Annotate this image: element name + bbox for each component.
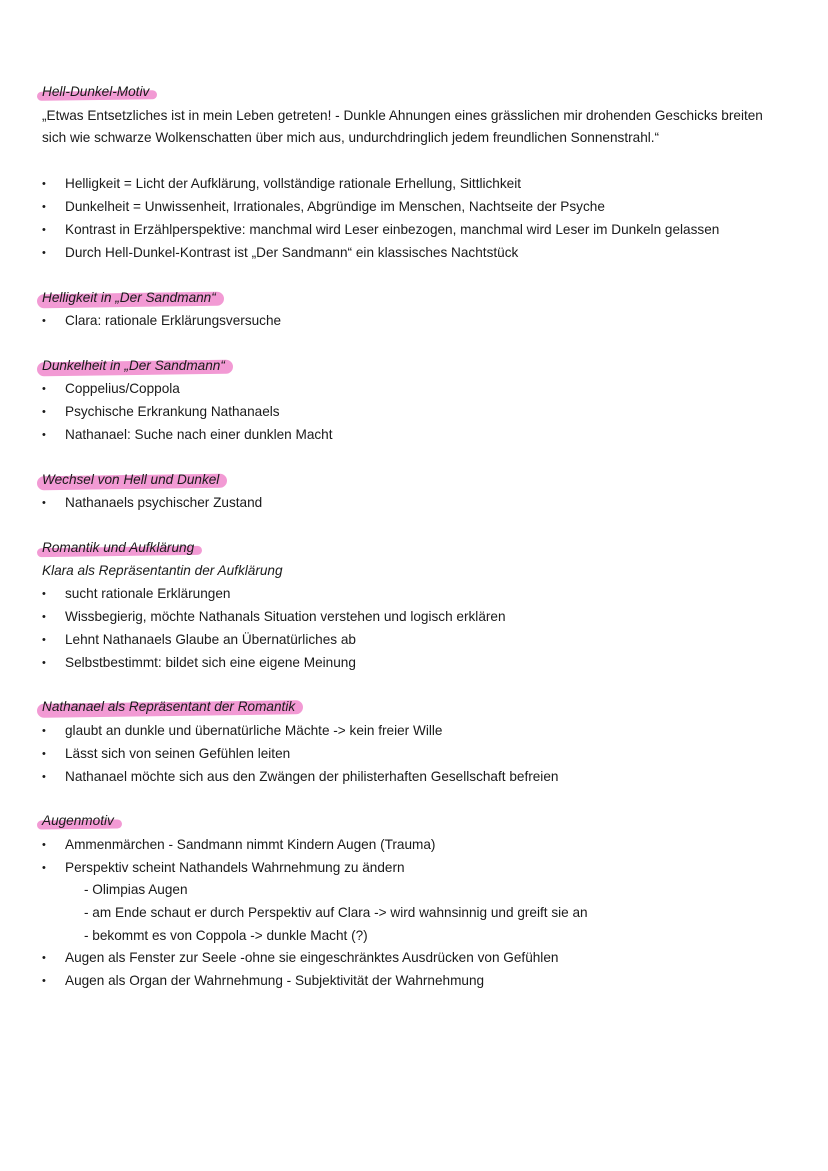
quote-line: „Etwas Entsetzliches ist in mein Leben getreten! - Dunkle Ahnungen eines grässlichen mir drohenden Geschicks breiten bbox=[42, 108, 763, 123]
document-page: Hell-Dunkel-Motiv „Etwas Entsetzliches ist in mein Leben getreten! - Dunkle Ahnungen eines grässlichen mir drohenden Geschicks breiten sich wie schwarze Wolkenschatten über mich aus, undurchdringlich jedem freundlichen Sonnenstrahl.“ • Helligkeit = Licht der Aufklärung, vollständige rationale Erhellung, Sittlichkeit • Dunkelheit = Unwissenheit, Irrationales, Abgründige im Menschen, Nachtseite der Psyche • Kontrast in Erzählperspektive: manchmal wird Leser einbezogen, manchmal wird Leser im Dunkeln gelassen • Durch Hell-Dunkel-Kontrast ist „Der Sandmann“ ein klassisches Nachtstück Helligkeit in „Der Sandmann“ • Clara: rationale Erklärungsversuche Dunkelheit in „Der Sandmann“ • Coppelius/Coppola • Psychische Erkrankung Nathanaels • Nathanael: Suche nach einer dunklen Macht Wechsel von Hell und Dunkel • Nathanaels psychischer Zustand Romantik und Aufklärung Klara als Repräsentantin der Aufklärung • sucht rationale Erklärungen • Wissbegierig, möchte Nathanals Situation verstehen und logisch erklären • Lehnt Nathanaels Glaube an Übernatürliches ab • Selbstbestimmt: bildet sich eine eigene Meinung Nathanael als Repräsentant der Romantik • glaubt an dunkle und übernatürliche Mächte -> kein freier Wille • Lässt sich von seinen Gefühlen leiten • Nathanael möchte sich aus den Zwängen der philisterhaften Gesellschaft befreien Augenmotiv • Ammenmärchen - Sandmann nimmt Kindern Augen (Trauma) • Perspektiv scheint Nathandels Wahrnehmung zu ändern - Olimpias Augen - am Ende schaut er durch Perspektiv auf Clara -> wird wahnsinnig und greift sie an - bekommt es von Coppola -> dunkle Macht (?) • Augen als Fenster zur Seele -ohne sie eingeschränktes Ausdrücken von Gefühlen • Augen als Organ der Wahrnehmung - Subjektivität der Wahrnehmung bbox=[0, 0, 828, 1171]
heading-nathanael-romantik: Nathanael als Repräsentant der Romantik bbox=[42, 697, 295, 717]
sub-list-item: - Olimpias Augen bbox=[84, 882, 188, 897]
heading-romantik-aufklaerung: Romantik und Aufklärung bbox=[42, 538, 194, 558]
sub-list-item: - am Ende schaut er durch Perspektiv auf Clara -> wird wahnsinnig und greift sie an bbox=[84, 905, 588, 920]
heading-dunkelheit: Dunkelheit in „Der Sandmann“ bbox=[42, 356, 225, 376]
heading-wechsel: Wechsel von Hell und Dunkel bbox=[42, 470, 219, 490]
subheading-klara: Klara als Repräsentantin der Aufklärung bbox=[42, 563, 283, 578]
heading-hell-dunkel-motiv: Hell-Dunkel-Motiv bbox=[42, 82, 149, 102]
sub-list-item: - bekommt es von Coppola -> dunkle Macht (?) bbox=[84, 928, 368, 943]
heading-helligkeit: Helligkeit in „Der Sandmann“ bbox=[42, 288, 216, 308]
heading-augenmotiv: Augenmotiv bbox=[42, 811, 114, 831]
quote-line: sich wie schwarze Wolkenschatten über mich aus, undurchdringlich jedem freundlichen Sonnenstrahl.“ bbox=[42, 130, 660, 145]
